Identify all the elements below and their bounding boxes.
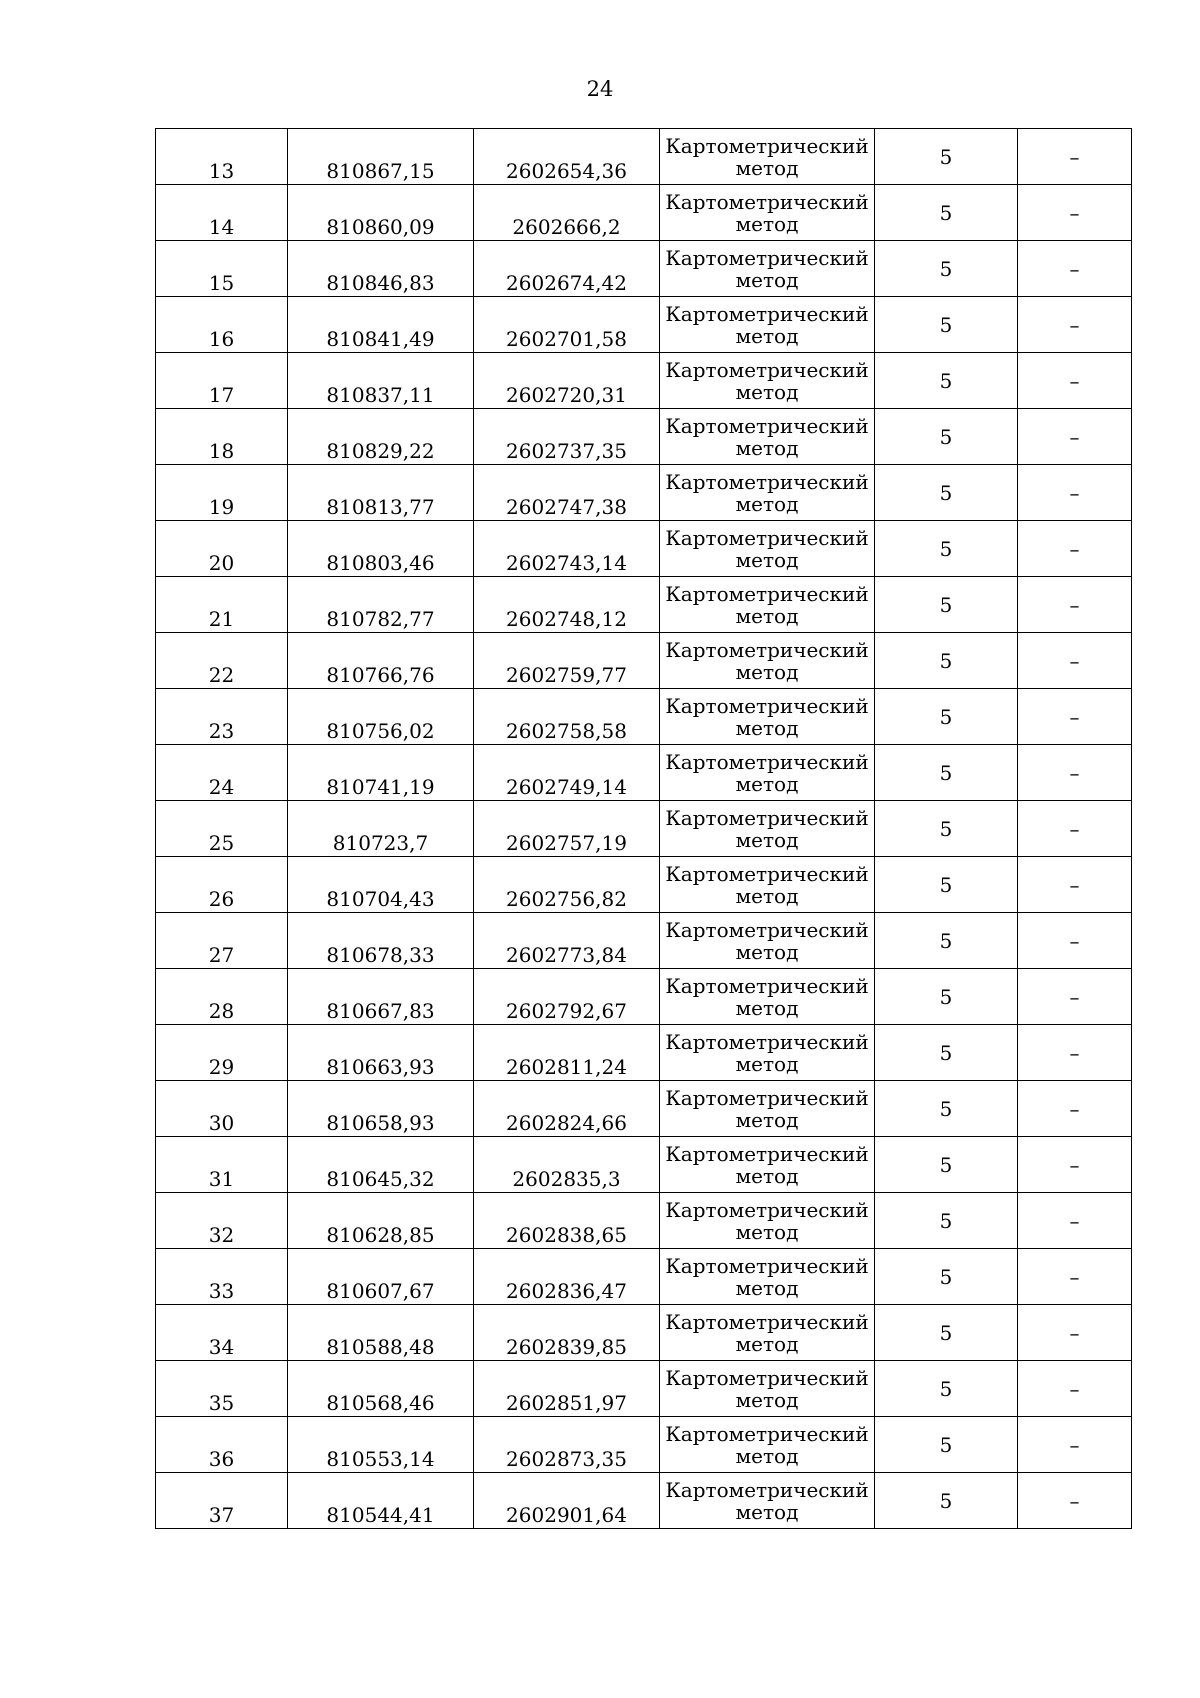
point-number-cell: 23	[156, 689, 288, 745]
y-coordinate-cell: 2602773,84	[474, 913, 660, 969]
method-cell	[660, 1081, 875, 1137]
x-coordinate-cell: 810645,32	[288, 1137, 474, 1193]
table-row	[156, 1361, 1132, 1417]
note-cell: –	[1018, 1025, 1132, 1081]
y-coordinate-cell: 2602743,14	[474, 521, 660, 577]
method-text: Картометрический метод	[665, 805, 869, 852]
x-coordinate-cell: 810568,46	[288, 1361, 474, 1417]
method-text: Картометрический метод	[665, 637, 869, 684]
method-cell	[660, 129, 875, 185]
point-number-cell: 26	[156, 857, 288, 913]
accuracy-cell: 5	[875, 1025, 1018, 1081]
x-coordinate-cell: 810837,11	[288, 353, 474, 409]
point-number-cell: 13	[156, 129, 288, 185]
table-row	[156, 1249, 1132, 1305]
method-text: Картометрический метод	[665, 1085, 869, 1132]
table-row	[156, 465, 1132, 521]
point-number-cell: 21	[156, 577, 288, 633]
accuracy-cell: 5	[875, 1305, 1018, 1361]
x-coordinate-cell: 810628,85	[288, 1193, 474, 1249]
note-cell: –	[1018, 129, 1132, 185]
accuracy-cell: 5	[875, 577, 1018, 633]
y-coordinate-cell: 2602824,66	[474, 1081, 660, 1137]
table-row	[156, 633, 1132, 689]
x-coordinate-cell: 810704,43	[288, 857, 474, 913]
table-row	[156, 913, 1132, 969]
method-text: Картометрический метод	[665, 917, 869, 964]
y-coordinate-cell: 2602654,36	[474, 129, 660, 185]
y-coordinate-cell: 2602737,35	[474, 409, 660, 465]
coordinates-table-body	[156, 129, 1132, 1529]
table-row	[156, 1473, 1132, 1529]
accuracy-cell: 5	[875, 633, 1018, 689]
note-cell: –	[1018, 969, 1132, 1025]
method-text: Картометрический метод	[665, 525, 869, 572]
note-cell: –	[1018, 689, 1132, 745]
accuracy-cell: 5	[875, 1193, 1018, 1249]
coordinates-table	[155, 128, 1132, 1529]
table-row	[156, 689, 1132, 745]
table-row	[156, 185, 1132, 241]
y-coordinate-cell: 2602758,58	[474, 689, 660, 745]
table-row	[156, 297, 1132, 353]
method-cell	[660, 633, 875, 689]
table-row	[156, 1305, 1132, 1361]
table-row	[156, 857, 1132, 913]
x-coordinate-cell: 810766,76	[288, 633, 474, 689]
note-cell: –	[1018, 1473, 1132, 1529]
y-coordinate-cell: 2602836,47	[474, 1249, 660, 1305]
method-cell	[660, 409, 875, 465]
y-coordinate-cell: 2602749,14	[474, 745, 660, 801]
note-cell: –	[1018, 913, 1132, 969]
accuracy-cell: 5	[875, 1137, 1018, 1193]
note-cell: –	[1018, 185, 1132, 241]
point-number-cell: 29	[156, 1025, 288, 1081]
accuracy-cell: 5	[875, 241, 1018, 297]
accuracy-cell: 5	[875, 1361, 1018, 1417]
accuracy-cell: 5	[875, 801, 1018, 857]
point-number-cell: 18	[156, 409, 288, 465]
x-coordinate-cell: 810678,33	[288, 913, 474, 969]
note-cell: –	[1018, 465, 1132, 521]
y-coordinate-cell: 2602720,31	[474, 353, 660, 409]
y-coordinate-cell: 2602835,3	[474, 1137, 660, 1193]
note-cell: –	[1018, 1249, 1132, 1305]
point-number-cell: 27	[156, 913, 288, 969]
y-coordinate-cell: 2602901,64	[474, 1473, 660, 1529]
x-coordinate-cell: 810803,46	[288, 521, 474, 577]
x-coordinate-cell: 810813,77	[288, 465, 474, 521]
point-number-cell: 34	[156, 1305, 288, 1361]
method-cell	[660, 969, 875, 1025]
y-coordinate-cell: 2602759,77	[474, 633, 660, 689]
point-number-cell: 31	[156, 1137, 288, 1193]
note-cell: –	[1018, 1137, 1132, 1193]
method-text: Картометрический метод	[665, 1029, 869, 1076]
accuracy-cell: 5	[875, 409, 1018, 465]
x-coordinate-cell: 810756,02	[288, 689, 474, 745]
table-row	[156, 353, 1132, 409]
method-cell	[660, 1473, 875, 1529]
method-text: Картометрический метод	[665, 301, 869, 348]
y-coordinate-cell: 2602851,97	[474, 1361, 660, 1417]
point-number-cell: 28	[156, 969, 288, 1025]
y-coordinate-cell: 2602873,35	[474, 1417, 660, 1473]
note-cell: –	[1018, 857, 1132, 913]
point-number-cell: 16	[156, 297, 288, 353]
table-row	[156, 969, 1132, 1025]
x-coordinate-cell: 810860,09	[288, 185, 474, 241]
point-number-cell: 19	[156, 465, 288, 521]
y-coordinate-cell: 2602792,67	[474, 969, 660, 1025]
method-text: Картометрический метод	[665, 749, 869, 796]
note-cell: –	[1018, 1193, 1132, 1249]
point-number-cell: 33	[156, 1249, 288, 1305]
accuracy-cell: 5	[875, 1473, 1018, 1529]
x-coordinate-cell: 810841,49	[288, 297, 474, 353]
method-text: Картометрический метод	[665, 189, 869, 236]
accuracy-cell: 5	[875, 521, 1018, 577]
method-cell	[660, 521, 875, 577]
x-coordinate-cell: 810741,19	[288, 745, 474, 801]
method-cell	[660, 297, 875, 353]
method-text: Картометрический метод	[665, 693, 869, 740]
point-number-cell: 15	[156, 241, 288, 297]
table-row	[156, 577, 1132, 633]
note-cell: –	[1018, 1417, 1132, 1473]
point-number-cell: 35	[156, 1361, 288, 1417]
table-row	[156, 1417, 1132, 1473]
accuracy-cell: 5	[875, 857, 1018, 913]
table-row	[156, 1137, 1132, 1193]
accuracy-cell: 5	[875, 1249, 1018, 1305]
note-cell: –	[1018, 745, 1132, 801]
table-row	[156, 801, 1132, 857]
table-row	[156, 745, 1132, 801]
method-cell	[660, 913, 875, 969]
method-text: Картометрический метод	[665, 1253, 869, 1300]
x-coordinate-cell: 810607,67	[288, 1249, 474, 1305]
note-cell: –	[1018, 353, 1132, 409]
y-coordinate-cell: 2602748,12	[474, 577, 660, 633]
y-coordinate-cell: 2602756,82	[474, 857, 660, 913]
y-coordinate-cell: 2602747,38	[474, 465, 660, 521]
method-text: Картометрический метод	[665, 245, 869, 292]
table-row	[156, 1025, 1132, 1081]
accuracy-cell: 5	[875, 185, 1018, 241]
y-coordinate-cell: 2602839,85	[474, 1305, 660, 1361]
note-cell: –	[1018, 1081, 1132, 1137]
note-cell: –	[1018, 297, 1132, 353]
point-number-cell: 32	[156, 1193, 288, 1249]
y-coordinate-cell: 2602838,65	[474, 1193, 660, 1249]
method-cell	[660, 1025, 875, 1081]
accuracy-cell: 5	[875, 129, 1018, 185]
method-cell	[660, 1137, 875, 1193]
x-coordinate-cell: 810829,22	[288, 409, 474, 465]
accuracy-cell: 5	[875, 1081, 1018, 1137]
accuracy-cell: 5	[875, 353, 1018, 409]
y-coordinate-cell: 2602666,2	[474, 185, 660, 241]
x-coordinate-cell: 810723,7	[288, 801, 474, 857]
x-coordinate-cell: 810846,83	[288, 241, 474, 297]
x-coordinate-cell: 810544,41	[288, 1473, 474, 1529]
method-cell	[660, 801, 875, 857]
accuracy-cell: 5	[875, 1417, 1018, 1473]
table-row	[156, 409, 1132, 465]
note-cell: –	[1018, 633, 1132, 689]
x-coordinate-cell: 810588,48	[288, 1305, 474, 1361]
method-cell	[660, 577, 875, 633]
note-cell: –	[1018, 577, 1132, 633]
accuracy-cell: 5	[875, 969, 1018, 1025]
accuracy-cell: 5	[875, 745, 1018, 801]
method-text: Картометрический метод	[665, 133, 869, 180]
y-coordinate-cell: 2602811,24	[474, 1025, 660, 1081]
method-cell	[660, 1249, 875, 1305]
method-cell	[660, 353, 875, 409]
table-row	[156, 1081, 1132, 1137]
note-cell: –	[1018, 409, 1132, 465]
y-coordinate-cell: 2602674,42	[474, 241, 660, 297]
x-coordinate-cell: 810667,83	[288, 969, 474, 1025]
note-cell: –	[1018, 1305, 1132, 1361]
method-text: Картометрический метод	[665, 469, 869, 516]
point-number-cell: 17	[156, 353, 288, 409]
y-coordinate-cell: 2602757,19	[474, 801, 660, 857]
point-number-cell: 37	[156, 1473, 288, 1529]
table-row	[156, 241, 1132, 297]
method-text: Картометрический метод	[665, 1365, 869, 1412]
method-text: Картометрический метод	[665, 413, 869, 460]
method-cell	[660, 689, 875, 745]
method-cell	[660, 465, 875, 521]
method-cell	[660, 1417, 875, 1473]
method-text: Картометрический метод	[665, 1421, 869, 1468]
point-number-cell: 30	[156, 1081, 288, 1137]
method-cell	[660, 241, 875, 297]
note-cell: –	[1018, 241, 1132, 297]
method-cell	[660, 745, 875, 801]
point-number-cell: 14	[156, 185, 288, 241]
y-coordinate-cell: 2602701,58	[474, 297, 660, 353]
method-cell	[660, 1361, 875, 1417]
point-number-cell: 25	[156, 801, 288, 857]
x-coordinate-cell: 810782,77	[288, 577, 474, 633]
accuracy-cell: 5	[875, 913, 1018, 969]
note-cell: –	[1018, 1361, 1132, 1417]
x-coordinate-cell: 810658,93	[288, 1081, 474, 1137]
point-number-cell: 20	[156, 521, 288, 577]
method-text: Картометрический метод	[665, 1309, 869, 1356]
method-text: Картометрический метод	[665, 1197, 869, 1244]
method-cell	[660, 1193, 875, 1249]
method-text: Картометрический метод	[665, 1477, 869, 1524]
page-number: 24	[586, 77, 614, 101]
point-number-cell: 24	[156, 745, 288, 801]
table-row	[156, 1193, 1132, 1249]
method-text: Картометрический метод	[665, 581, 869, 628]
point-number-cell: 36	[156, 1417, 288, 1473]
note-cell: –	[1018, 521, 1132, 577]
method-cell	[660, 857, 875, 913]
table-row	[156, 129, 1132, 185]
method-text: Картометрический метод	[665, 973, 869, 1020]
x-coordinate-cell: 810663,93	[288, 1025, 474, 1081]
method-text: Картометрический метод	[665, 861, 869, 908]
accuracy-cell: 5	[875, 689, 1018, 745]
method-text: Картометрический метод	[665, 1141, 869, 1188]
note-cell: –	[1018, 801, 1132, 857]
accuracy-cell: 5	[875, 465, 1018, 521]
point-number-cell: 22	[156, 633, 288, 689]
accuracy-cell: 5	[875, 297, 1018, 353]
x-coordinate-cell: 810867,15	[288, 129, 474, 185]
method-cell	[660, 185, 875, 241]
method-text: Картометрический метод	[665, 357, 869, 404]
table-row	[156, 521, 1132, 577]
method-cell	[660, 1305, 875, 1361]
x-coordinate-cell: 810553,14	[288, 1417, 474, 1473]
